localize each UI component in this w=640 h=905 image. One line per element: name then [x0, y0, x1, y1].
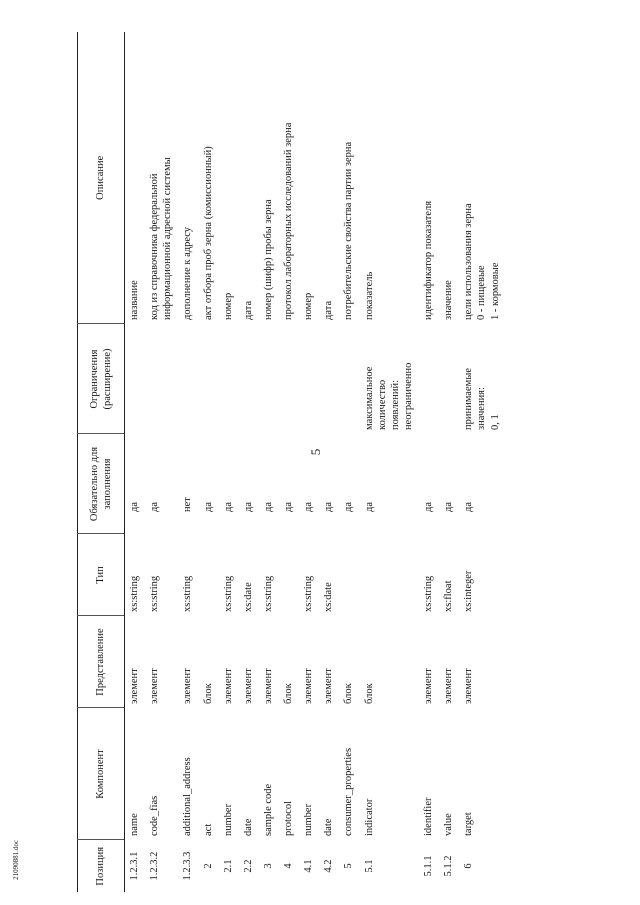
- cell-position: 4.1: [303, 859, 315, 873]
- cell-required: нет: [182, 497, 194, 512]
- cell-representation: блок: [363, 683, 375, 704]
- cell-required: да: [443, 501, 455, 512]
- cell-description: [439, 32, 459, 324]
- cell-representation: элемент: [443, 668, 455, 704]
- cell-type: xs:string: [303, 575, 315, 612]
- description-line: информационной адресной системы: [162, 157, 174, 320]
- cell-required: да: [323, 501, 335, 512]
- table-row: [459, 32, 505, 892]
- cell-position: 2.2: [242, 859, 254, 873]
- cell-constraints: [178, 324, 198, 434]
- cell-position: 3: [262, 863, 274, 869]
- cell-description: [125, 32, 146, 324]
- table-row: [439, 32, 459, 892]
- cell-type: xs:string: [262, 575, 274, 612]
- cell-constraints: [339, 324, 359, 434]
- cell-representation: элемент: [303, 668, 315, 704]
- cell-position: 6: [463, 863, 475, 869]
- table-header-row: [78, 32, 125, 892]
- cell-component: protocol: [283, 801, 294, 836]
- cell-position: 1.2.3.1: [129, 851, 140, 881]
- cell-description: [145, 32, 178, 324]
- cell-component: code_fias: [149, 795, 161, 836]
- cell-component: name: [129, 813, 140, 836]
- header-constraints: Ограничения (расширение): [78, 324, 125, 434]
- cell-required: да: [463, 501, 475, 512]
- table-row: [145, 32, 178, 892]
- cell-type: xs:string: [129, 575, 140, 612]
- cell-representation: элемент: [182, 668, 194, 704]
- cell-description: [459, 32, 505, 324]
- cell-constraints: [279, 324, 299, 434]
- header-position: Позиция: [78, 840, 125, 892]
- cell-type: [199, 534, 219, 616]
- cell-representation: блок: [283, 683, 294, 704]
- spec-sheet: [77, 32, 627, 892]
- cell-type: [339, 534, 359, 616]
- cell-required: да: [343, 501, 355, 512]
- cell-component: act: [202, 823, 214, 836]
- cell-description: [219, 32, 239, 324]
- cell-required: да: [283, 501, 294, 512]
- description-line: дата: [242, 300, 254, 320]
- cell-constraints: [125, 324, 146, 434]
- cell-component: date: [323, 818, 335, 836]
- cell-constraints: [259, 324, 279, 434]
- cell-component: value: [443, 813, 455, 836]
- cell-description: [319, 32, 339, 324]
- cell-component: sample code: [262, 783, 274, 836]
- cell-position: 2.1: [222, 859, 234, 873]
- cell-constraints: [239, 324, 259, 434]
- cell-type: xs:string: [182, 575, 194, 612]
- cell-position: 4: [283, 863, 294, 869]
- cell-position: 5.1.1: [423, 855, 434, 877]
- cell-constraints: [419, 324, 439, 434]
- cell-description: [360, 32, 420, 324]
- cell-description: [199, 32, 219, 324]
- header-required: Обязательно для заполнения: [78, 434, 125, 534]
- cell-representation: блок: [202, 683, 214, 704]
- table-row: [299, 32, 319, 892]
- cell-required: да: [129, 501, 140, 512]
- cell-required: да: [202, 501, 214, 512]
- header-description: Описание: [78, 32, 125, 324]
- description-line: номер: [303, 292, 315, 320]
- cell-constraints: [219, 324, 239, 434]
- component-spec-table: [77, 32, 506, 892]
- constraint-line: значения:: [476, 387, 488, 430]
- constraint-line: принимаемые: [463, 368, 475, 430]
- header-type: Тип: [78, 534, 125, 616]
- cell-type: xs:float: [443, 580, 455, 612]
- cell-required: да: [262, 501, 274, 512]
- cell-component: identifier: [423, 797, 434, 836]
- cell-type: [279, 534, 299, 616]
- cell-required: да: [149, 501, 161, 512]
- description-line: цели использования зерна: [463, 203, 475, 320]
- cell-component: date: [242, 818, 254, 836]
- header-representation: Представление: [78, 616, 125, 708]
- cell-representation: элемент: [242, 668, 254, 704]
- cell-required: да: [303, 501, 315, 512]
- table-row: [219, 32, 239, 892]
- cell-type: xs:string: [222, 575, 234, 612]
- description-line: 1 - кормовые: [489, 262, 501, 320]
- cell-representation: элемент: [129, 668, 140, 704]
- table-row: [319, 32, 339, 892]
- cell-position: 5.1: [363, 859, 375, 873]
- cell-position: 5.1.2: [443, 855, 455, 877]
- description-line: потребительские свойства партии зерна: [343, 141, 355, 320]
- table-row: [178, 32, 198, 892]
- description-line: акт отбора проб зерна (комиссионный): [202, 146, 214, 320]
- description-line: значение: [443, 280, 455, 320]
- cell-representation: элемент: [423, 668, 434, 704]
- cell-constraints: [459, 324, 505, 434]
- cell-representation: элемент: [463, 668, 475, 704]
- cell-type: xs:integer: [463, 570, 475, 612]
- cell-component: number: [222, 803, 234, 836]
- cell-description: [279, 32, 299, 324]
- description-line: 0 - пищевые: [476, 265, 488, 320]
- description-line: код из справочника федеральной: [149, 173, 161, 320]
- cell-description: [239, 32, 259, 324]
- cell-representation: элемент: [323, 668, 335, 704]
- description-line: показатель: [363, 271, 375, 320]
- cell-type: xs:date: [323, 582, 335, 612]
- cell-type: xs:string: [423, 575, 434, 612]
- description-line: название: [129, 280, 140, 320]
- cell-required: да: [363, 501, 375, 512]
- description-line: номер: [222, 292, 234, 320]
- table-row: [259, 32, 279, 892]
- cell-position: 1.2.3.3: [182, 851, 194, 881]
- cell-component: number: [303, 803, 315, 836]
- description-line: идентификатор показателя: [423, 200, 434, 320]
- cell-constraints: [360, 324, 420, 434]
- table-row: [125, 32, 146, 892]
- constraint-line: 0, 1: [489, 414, 501, 430]
- cell-required: да: [242, 501, 254, 512]
- constraint-line: максимальное: [363, 366, 375, 430]
- cell-component: additional_address: [182, 757, 194, 836]
- cell-description: [259, 32, 279, 324]
- constraint-line: неограниченно: [402, 362, 414, 430]
- file-label: 21090881.doc: [12, 840, 20, 880]
- cell-type: [360, 534, 420, 616]
- cell-required: да: [222, 501, 234, 512]
- cell-component: indicator: [363, 798, 375, 836]
- cell-description: [299, 32, 319, 324]
- page-number: 5: [308, 448, 323, 456]
- cell-position: 4.2: [323, 859, 335, 873]
- cell-type: xs:date: [242, 582, 254, 612]
- cell-description: [419, 32, 439, 324]
- cell-position: 1.2.3.2: [149, 851, 161, 881]
- cell-component: consumer_properties: [343, 747, 355, 836]
- cell-representation: элемент: [149, 668, 161, 704]
- table-row: [360, 32, 420, 892]
- cell-component: target: [463, 812, 475, 836]
- cell-constraints: [145, 324, 178, 434]
- constraint-line: появлений:: [389, 380, 401, 430]
- table-row: [419, 32, 439, 892]
- table-row: [339, 32, 359, 892]
- cell-description: [178, 32, 198, 324]
- description-line: номер (шифр) пробы зерна: [262, 199, 274, 320]
- cell-representation: элемент: [222, 668, 234, 704]
- cell-constraints: [299, 324, 319, 434]
- description-line: протокол лабораторных исследований зерна: [283, 122, 294, 320]
- cell-required: да: [423, 501, 434, 512]
- description-line: дата: [323, 300, 335, 320]
- table-row: [279, 32, 299, 892]
- cell-description: [339, 32, 359, 324]
- description-line: дополнение к адресу: [182, 226, 194, 320]
- table-row: [199, 32, 219, 892]
- header-component: Компонент: [78, 708, 125, 840]
- cell-constraints: [439, 324, 459, 434]
- cell-position: 2: [202, 863, 214, 869]
- constraint-line: количество: [376, 379, 388, 430]
- cell-constraints: [199, 324, 219, 434]
- cell-constraints: [319, 324, 339, 434]
- table-row: [239, 32, 259, 892]
- table-body: [125, 32, 506, 892]
- cell-type: xs:string: [149, 575, 161, 612]
- cell-representation: элемент: [262, 668, 274, 704]
- cell-position: 5: [343, 863, 355, 869]
- cell-representation: блок: [343, 683, 355, 704]
